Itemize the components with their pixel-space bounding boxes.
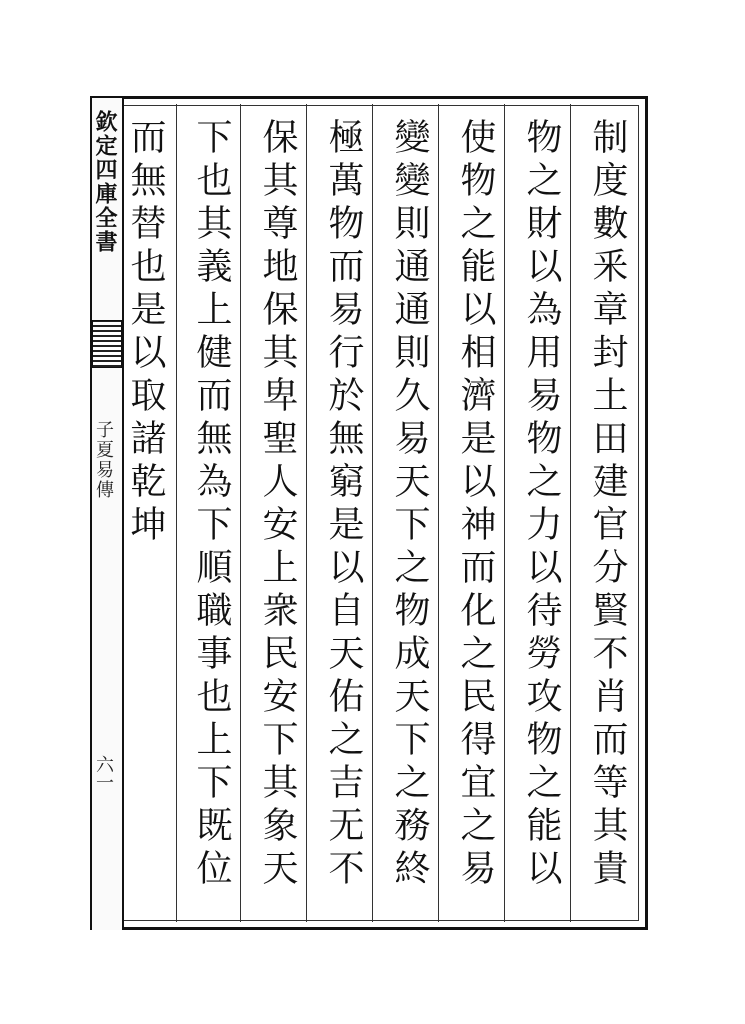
text-column-7: 下也其義上健而無為下順職事也上下既位 bbox=[191, 118, 232, 892]
column-rule bbox=[570, 104, 571, 922]
text-column-6: 保其尊地保其卑聖人安上衆民安下其象天 bbox=[257, 118, 298, 892]
page-number: 六一 bbox=[93, 755, 114, 791]
text-column-4: 變變則通通則久易天下之物成天下之務終 bbox=[389, 118, 430, 892]
section-title: 子夏易傳 bbox=[93, 420, 114, 500]
text-column-3: 使物之能以相濟是以神而化之民得宜之易 bbox=[455, 118, 496, 892]
book-title: 欽定四庫全書 bbox=[92, 110, 118, 254]
text-column-2: 物之財以為用易物之力以待勞攻物之能以 bbox=[521, 118, 562, 892]
column-rule bbox=[306, 104, 307, 922]
text-column-5: 極萬物而易行於無窮是以自天佑之吉无不 bbox=[323, 118, 364, 892]
column-rule bbox=[240, 104, 241, 922]
text-column-1: 制度數釆章封土田建官分賢不肖而等其貴 bbox=[587, 118, 628, 892]
column-rule bbox=[504, 104, 505, 922]
text-column-8: 而無替也是以取諸乾坤 bbox=[125, 118, 166, 548]
column-rule bbox=[176, 104, 177, 922]
column-rule bbox=[438, 104, 439, 922]
column-rule bbox=[372, 104, 373, 922]
